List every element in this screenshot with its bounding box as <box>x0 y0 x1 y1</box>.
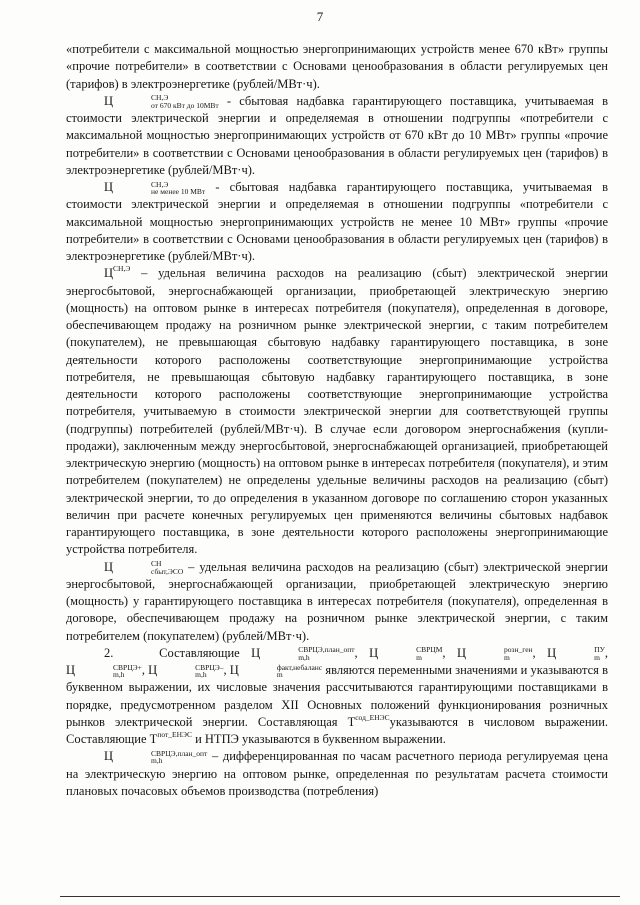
page-number: 7 <box>316 9 324 24</box>
item-number: 2. <box>104 645 114 660</box>
symbol-c3: Ц розн_ген m <box>456 645 533 662</box>
symbol-c4: Ц ПУ m <box>547 645 605 662</box>
definition-sales-cost-eso: Ц СН сбыт,ЭСО – удельная величина расходов на реализацию (сбыт) электрической энергии энергосбытовой, энергоснабжающей организации, приобретающей электрическую энергию (мощность) у гарантирующего поставщика в интересах потребителя (покупателя), определенная в договоре, обеспечивающем продажу на розничном рынке электрической энергии, с таким потребителем (покупателем) (рублей/МВт·ч). <box>66 559 608 643</box>
symbol-c6: Ц СВРЦЭ– m,h <box>148 662 224 679</box>
symbol-c-svrce-plan-opt: Ц СВРЦЭ,план_опт m,h <box>104 748 208 766</box>
document-body <box>66 41 608 800</box>
item-2-components: 2. Составляющие Ц СВРЦЭ,план_опт m,h , Ц СВРЦМ m , Ц розн_ген m , Ц ПУ m , Ц СВРЦЭ+ m,h , Ц СВРЦЭ– m,h , Ц факт,небаланс m являются переменными значениями и указываются в буквенном выражении, их числовые значения рассчитываются гарантирующими поставщиками в порядке, предусмотренном разделом XII Основных положений функционирования розничных рынков электрической энергии. Составляющая $Т^{сод\_ЕНЭС}указываются$ в числовом выражении. Составляющие $Т^{пот\_ЕНЭС}$ и НТПЭ указываются в буквенном выражении. <box>66 645 609 746</box>
definition-surcharge-10mw: Ц СН,Э не менее 10 МВт - сбытовая надбавка гарантирующего поставщика, учитываемая в стоимости электрической энергии и определяемая в отношении подгруппы «потребители с максимальной мощностью энергопринимающих устройств не менее 10 МВт» группы «прочие потребители» в соответствии с Основами ценообразования в области регулируемых цен (тарифов) в электроэнергетике (рублей/МВт·ч). <box>66 179 608 263</box>
symbol-c7: Ц факт,небаланс m <box>229 662 323 679</box>
page-bottom-rule <box>60 896 620 897</box>
symbol-t-pot-enes: $Т^{пот\_ЕНЭС}$ <box>149 730 192 746</box>
definition-sales-cost: $Ц^{СН,Э}$ – удельная величина расходов на реализацию (сбыт) электрической энергии энергосбытовой, энергоснабжающей организации, приобретающей электрическую энергию (мощность) на оптовом рынке в интересах потребителя (покупателя), определенная в договоре, обеспечивающем продажу на розничном рынке электрической энергии, с таким потребителем (покупателем), не превышающая сбытовую надбавку гарантирующего поставщика, в зоне деятельности которого расположены соответствующие энергопринимающие устройства потребителя, не превышающая сбытовую надбавку гарантирующего поставщика, в зоне деятельности которого расположены соответствующие энергопринимающие устройства потребителя, учитываемую в стоимости электрической энергии для соответствующей группы (подгруппы) потребителей (рублей/МВт·ч). В случае если договором энергоснабжения (купли-продажи), заключенным между энергосбытовой, энергоснабжающей организацией, приобретающей электрическую энергию (мощность) на оптовом рынке в интересах потребителя (покупателя), и этим потребителем (покупателем) не определены удельные величины расходов на реализацию (сбыт) электрической энергии, то до определения в указанном договоре по соглашению сторон указанных величин при расчете конечных регулируемых цен применяются величины сбытовых надбавок гарантирующего поставщика, в зоне деятельности которого расположены энергопринимающие устройства потребителя. <box>66 264 608 557</box>
symbol-c-sn-e-670-10: Ц СН,Э от 670 кВт до 10МВт <box>104 93 219 110</box>
symbol-c-sn-sbyt-eso: Ц СН сбыт,ЭСО <box>104 559 184 576</box>
symbol-c-sn-e: $Ц^{СН,Э}$ <box>104 264 131 281</box>
definition-surcharge-670kw-10mw: Ц СН,Э от 670 кВт до 10МВт - сбытовая надбавка гарантирующего поставщика, учитываемая в стоимости электрической энергии и определяемая в отношении подгруппы «потребители с максимальной мощностью энергопринимающих устройств от 670 кВт до 10 МВт» группы «прочие потребители» в соответствии с Основами ценообразования в области регулируемых цен (тарифов) в электроэнергетике (рублей/МВт·ч). <box>66 93 608 177</box>
definition-wholesale-price: Ц СВРЦЭ,план_опт m,h – дифференцированная по часам расчетного периода регулируемая цена на электрическую энергию на оптовом рынке, определенная по результатам расчета стоимости плановых почасовых объемов производства (потребления) <box>66 748 608 798</box>
symbol-t-sod-enes: $Т^{сод\_ЕНЭС}$ <box>347 712 390 729</box>
item-lead: Составляющие <box>159 645 240 660</box>
symbol-c-sn-e-10: Ц СН,Э не менее 10 МВт <box>104 179 206 196</box>
symbol-c5: Ц СВРЦЭ+ m,h <box>66 662 142 679</box>
symbol-c2: Ц СВРЦМ m <box>369 645 443 662</box>
paragraph-intro: «потребители с максимальной мощностью энергопринимающих устройств менее 670 кВт» группы «прочие потребители» в соответствии с Основами ценообразования в области регулируемых цен (тарифов) в электроэнергетике (рублей/МВт·ч). <box>66 42 608 91</box>
symbol-c1: Ц СВРЦЭ,план_опт m,h <box>251 645 355 662</box>
